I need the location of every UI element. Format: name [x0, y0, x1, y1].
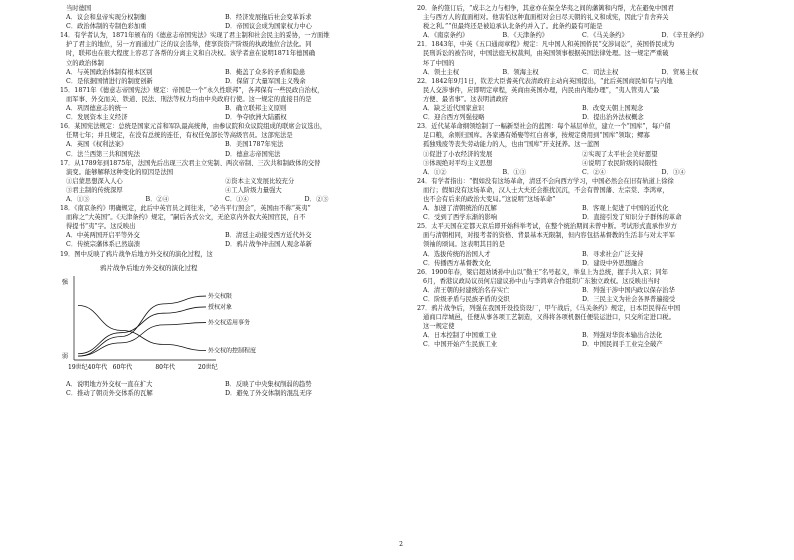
- answer-option: A．领土主权: [423, 68, 460, 76]
- answer-options: [417, 31, 735, 40]
- answer-option: A．加速了清朝统治的瓦解: [423, 205, 497, 213]
- text-line: 得提书“夷”字。这反映出: [66, 223, 136, 231]
- answer-options: [417, 104, 735, 113]
- text-line: 税之利。”“但最终还是被迫承认北条约并入了。此条约最有可能是: [423, 23, 603, 31]
- answer-options: [60, 77, 378, 86]
- answer-option: A．清王朝的封建统治名存实亡: [423, 286, 510, 294]
- answer-option: D．《辛丑条约》: [661, 32, 708, 40]
- answer-option: C．发展资本主义经济: [66, 114, 128, 122]
- series-line: [78, 296, 206, 356]
- answer-option: C．迎合西方列强侵略: [423, 114, 485, 122]
- text-line: 6月，香港议政局议员何启建议孙中山与李鸿章合作组织广东独立政权。这反映出当时: [423, 277, 660, 285]
- answer-option: A．①②: [423, 168, 447, 176]
- chart-container: [60, 260, 378, 378]
- chart-title: 鸦片战争后地方外交权的演化过程: [100, 263, 198, 272]
- answer-option: A．中英两国开启平等外交: [66, 232, 140, 240]
- foreign-power-chart: [60, 260, 260, 378]
- answer-options: [60, 177, 378, 186]
- answer-option: B．①③: [502, 168, 527, 176]
- question-stem: 19．图中反映了鸦片战争后地方外交权的演化过程，这: [60, 250, 213, 258]
- answer-option: C．阶级矛盾与民族矛盾的交织: [423, 296, 510, 303]
- question-stem: 22．1842年9月1日，钦差大臣耆英代表清政府主动向英国提出，“此后英国商民如有与内地: [417, 77, 673, 85]
- answer-option: A．巩固德意志的统一: [66, 105, 128, 113]
- text-line: 孤独残废等丧失劳动能力的人，也由“国库”开支抚养。这一蓝图: [423, 141, 600, 149]
- answer-option: B．客观上促进了中国的近代化: [582, 205, 669, 213]
- text-line: 而军事、外交而关、铁道、民法、刑法等权力均由中央政府行使。这一规定的直接目的是: [66, 95, 312, 103]
- answer-options: [60, 13, 378, 22]
- answer-options: [417, 68, 735, 77]
- question-stem: 26．1900年春，梁启超劝诱孙中山以“勤王”名号起义，举皇上为总统，握手共入京；同年: [417, 268, 668, 276]
- answer-option: C．是依据国情进行的制度创新: [66, 77, 153, 85]
- text-line: 面与清朝相同，对报考者的资格、背景基本无限制，但内容包括基督教的生活非与对太平军: [423, 232, 675, 240]
- answer-option: ①促进了小农经济的发展: [423, 150, 493, 158]
- x-tick-label: 60年代: [112, 363, 133, 371]
- answer-option: D．争夺欧洲大陆霸权: [225, 114, 287, 122]
- answer-options: [417, 204, 735, 213]
- answer-option: C．法兰西第三共和国宪法: [66, 150, 141, 158]
- answer-option: ②资本主义发展比较充分: [225, 177, 295, 185]
- answer-options: [417, 159, 735, 168]
- answer-option: B．反映了中央集权削弱的趋势: [225, 380, 312, 388]
- answer-option: A．与英国政治体制有根本区别: [66, 68, 153, 76]
- text-line: 民刑诉讼的被告时，中国法庭无权裁判，由英国领事根据英国法律处理。这一规定严重破: [423, 50, 669, 58]
- answer-options: [60, 186, 378, 195]
- answer-option: B．改变天朝上国观念: [582, 105, 644, 113]
- answer-options: [60, 231, 378, 240]
- text-line: 民人交涉事件，应即明定章程，英商由英国办理，内民由内地办理”，“夷人管夷人”最: [423, 86, 660, 94]
- text-line: 任期七年；并且规定，在没有总统的连任，有权任免部长等高级官员。这部宪法是: [66, 132, 293, 140]
- answer-option: A．英国《权利法案》: [66, 141, 128, 149]
- series-label: 外交权的控制程度: [208, 347, 257, 355]
- question-stem: 25．太平天国在定都天京后即开始科举考试，在整个统治期间未曾中断。考试形式直承作岁方: [417, 223, 677, 231]
- question-stem: 14．有学者认为，1871年颁布的《德意志帝国宪法》实现了君主制和社会民主的妥协，一方面维: [60, 32, 330, 40]
- text-line: 足口粮，余则归国库。各家遇有婚娶等红白喜事，按规定费用到“国库”领取；鳏寡: [423, 132, 650, 140]
- answer-options: [417, 113, 735, 122]
- answer-option: C．《马关条约》: [582, 32, 628, 40]
- answer-option: D．避免了外交体制的混乱无序: [225, 389, 312, 397]
- answer-option: ①启蒙思想深入人心: [66, 177, 123, 185]
- answer-option: D．贸易主权: [661, 68, 699, 76]
- x-tick-label: 19世纪40年代: [68, 363, 108, 371]
- answer-option: B．列强干涉中国内政以保存治华: [582, 286, 675, 294]
- answer-options: [60, 22, 378, 31]
- answer-option: D．提出治外法权概念: [582, 114, 644, 122]
- answer-option: ③君主制的传统深厚: [66, 186, 123, 194]
- answer-option: B．清廷主动接受西方近代外交: [225, 232, 312, 240]
- answer-option: C．传统宗藩体系已然崩溃: [66, 241, 141, 249]
- answer-option: D．三民主义为社会各界普遍接受: [582, 296, 676, 303]
- answer-options: [417, 340, 735, 349]
- answer-option: A．议会和皇帝实现分权制衡: [66, 14, 147, 22]
- answer-options: [417, 250, 735, 259]
- question-stem: 18．《南京条约》明确规定，此后中英官员之间往来，“必当平行照会”，英国由不称“英夷”: [60, 205, 311, 213]
- question-stem: 23．近代某革命纲领绘制了一幅新型社会的蓝图：每个基层单位，建立一个“国库”，每户留: [417, 123, 671, 131]
- answer-option: A．《南京条约》: [423, 32, 469, 40]
- x-tick-label: 20世纪: [198, 363, 218, 371]
- answer-option: A．说明地方外交权一直在扩大: [66, 380, 153, 388]
- y-label-top: 强: [62, 278, 69, 286]
- answer-option: ②实现了太平社会美好愿望: [582, 150, 658, 158]
- text-line: 领袖的颂词。这表明其目的是: [423, 241, 505, 249]
- answer-option: D．建设中外思想融合: [582, 259, 644, 267]
- answer-option: A．选拔传统的治国人才: [423, 250, 491, 258]
- answer-option: D．直接引发了知识分子群体的革命: [582, 214, 682, 222]
- answer-option: ③体现绝对平均主义思想: [423, 159, 493, 167]
- answer-option: C．①④: [225, 195, 249, 203]
- answer-option: D．③④: [661, 168, 686, 176]
- text-line: 也不会有后来的政治大变局。”这说明“这场革命”: [423, 195, 556, 203]
- question-stem: 17．从1789年到1875年，法国先后出现三次君主立宪制、两次帝制、三次共和制政体的交替: [60, 159, 321, 167]
- text-line: 坏了中国的: [423, 59, 455, 67]
- x-tick-label: 80年代: [155, 363, 175, 371]
- answer-options: [60, 104, 378, 113]
- answer-options: [60, 113, 378, 122]
- answer-option: ④工人阶级力量强大: [225, 186, 282, 194]
- answer-option: ④说明了农民阶级的局限性: [582, 159, 658, 167]
- answer-options: [60, 380, 378, 389]
- answer-options: [417, 286, 735, 295]
- answer-option: A．缺乏近代国家意识: [423, 105, 485, 113]
- answer-option: A．日本控制了中国重工业: [423, 332, 497, 340]
- answer-options: [417, 168, 735, 177]
- text-line: 演变。能够解释这种变化的原因是法国: [66, 168, 174, 176]
- answer-options: [60, 150, 378, 159]
- answer-option: C．受到了西学东渐的影响: [423, 214, 498, 222]
- question-stem: 20．条约签订后，“成丰之力与相争，其意亦在保全华夷之间的藩篱和内帮，尤在避免中国君: [417, 5, 674, 12]
- question-stem: 24．有学者指出：“假如没有这场革命，清廷不会向西方学习，中国必然会在旧有轨道上徐徐: [417, 177, 674, 185]
- left-column: [60, 4, 378, 398]
- text-line: 主与西方人的直面相对。他害怕这种直面相对会日尽天朝的礼义和成宪，因此宁肯舍弃关: [423, 14, 669, 22]
- series-line: [78, 307, 206, 354]
- answer-option: A．①③: [66, 195, 90, 203]
- answer-option: B．经济发展拖后社会变革诉求: [225, 14, 312, 22]
- answer-option: B．掩盖了众多的矛盾和隐患: [225, 68, 306, 76]
- page-number: 2: [399, 541, 403, 548]
- answer-option: D．帝国议会成为国家权力中心: [225, 23, 312, 31]
- series-label: 外交权限: [208, 292, 233, 300]
- answer-options: [417, 213, 735, 222]
- answer-option: C．推动了朝贡外交体系的瓦解: [66, 389, 153, 397]
- text-line: 方便、最省事”。这表明清政府: [423, 95, 509, 103]
- answer-option: C．政治体制的专制色彩加重: [66, 23, 147, 31]
- answer-option: D．②③: [304, 195, 329, 203]
- answer-option: D．德意志帝国宪法: [225, 150, 281, 158]
- answer-options: [60, 240, 378, 249]
- series-line: [78, 305, 206, 350]
- answer-options: [417, 259, 735, 268]
- answer-option: C．传播西方基督教文化: [423, 259, 491, 267]
- answer-option: B．《天津条约》: [502, 32, 549, 40]
- answer-option: B．列强对华资本输出合法化: [582, 332, 663, 340]
- answer-option: B．确立联邦主义原则: [225, 105, 287, 113]
- question-stem: 27．鸦片战争后，列强在我国开设投资设厂，甲午战后，《马关条约》规定，日本臣民得在中国: [417, 305, 681, 313]
- answer-options: [60, 68, 378, 77]
- answer-option: C．②④: [582, 168, 606, 176]
- answer-options: [417, 295, 735, 304]
- answer-option: D．中国民间手工业完全破产: [582, 341, 663, 349]
- series-label: 授权对象: [208, 303, 233, 311]
- text-line: 当时德国: [66, 5, 92, 12]
- y-label-bottom: 弱: [62, 352, 69, 360]
- question-stem: 15．1871年《德意志帝国宪法》规定：帝国是一个“永久性联邦”，各邦保有一些民政自治权，: [60, 86, 324, 94]
- question-stem: 21．1843年，中英《五口通商章程》规定：凡中国人和英国侨民“交涉词讼”，英国侨民成为: [417, 41, 675, 49]
- answer-option: C．中国开始产生民族工业: [423, 341, 498, 349]
- answer-options: [60, 195, 378, 204]
- text-line: 立的政治体制: [66, 59, 104, 67]
- text-line: 护了君主的地位，另一方面通过广泛的议会选举，使享资资产阶级的执政地位合法化。同: [66, 41, 312, 49]
- answer-option: D．保留了大量军国主义残余: [225, 77, 306, 85]
- answer-options: [60, 140, 378, 149]
- question-stem: 16．某国宪法规定：总统是国家元首和军队最高统帅，由参议院和众议院组成的联席会议选出，: [60, 123, 327, 131]
- right-column: [417, 4, 735, 350]
- answer-option: B．寻求社会广泛支持: [582, 250, 644, 258]
- answer-options: [60, 389, 378, 398]
- series-line: [78, 322, 206, 356]
- answer-options: [417, 150, 735, 159]
- text-line: 而称之“大英国”。《天津条约》规定，“嗣后各式公文，无论京内外叙大英国官民，自不: [66, 214, 306, 222]
- text-line: 而行；假如没有这场革命，汉人士大夫还会推扰沉沉，不会有曾国藩、左宗棠、李鸿章，: [423, 186, 669, 194]
- series-label: 外交权适用事务: [208, 319, 251, 327]
- answer-option: B．美国1787年宪法: [225, 141, 284, 149]
- answer-options: [417, 331, 735, 340]
- text-line: 通商口岸城邑，任便从事各项工艺制造，又得将各项机器任便装运进口，只交所定进口税。: [423, 314, 675, 322]
- answer-option: D．鸦片战争冲击国人观念革新: [225, 241, 312, 249]
- answer-option: B．②④: [145, 195, 170, 203]
- answer-option: B．领海主权: [502, 68, 539, 76]
- text-line: 这一规定使: [423, 323, 455, 331]
- text-line: 时，联邦也在很大程度上容忍了各帮的分离主义和自决权。该学者意在说明1871年德国确: [66, 50, 316, 58]
- answer-option: C．司法主权: [582, 68, 619, 76]
